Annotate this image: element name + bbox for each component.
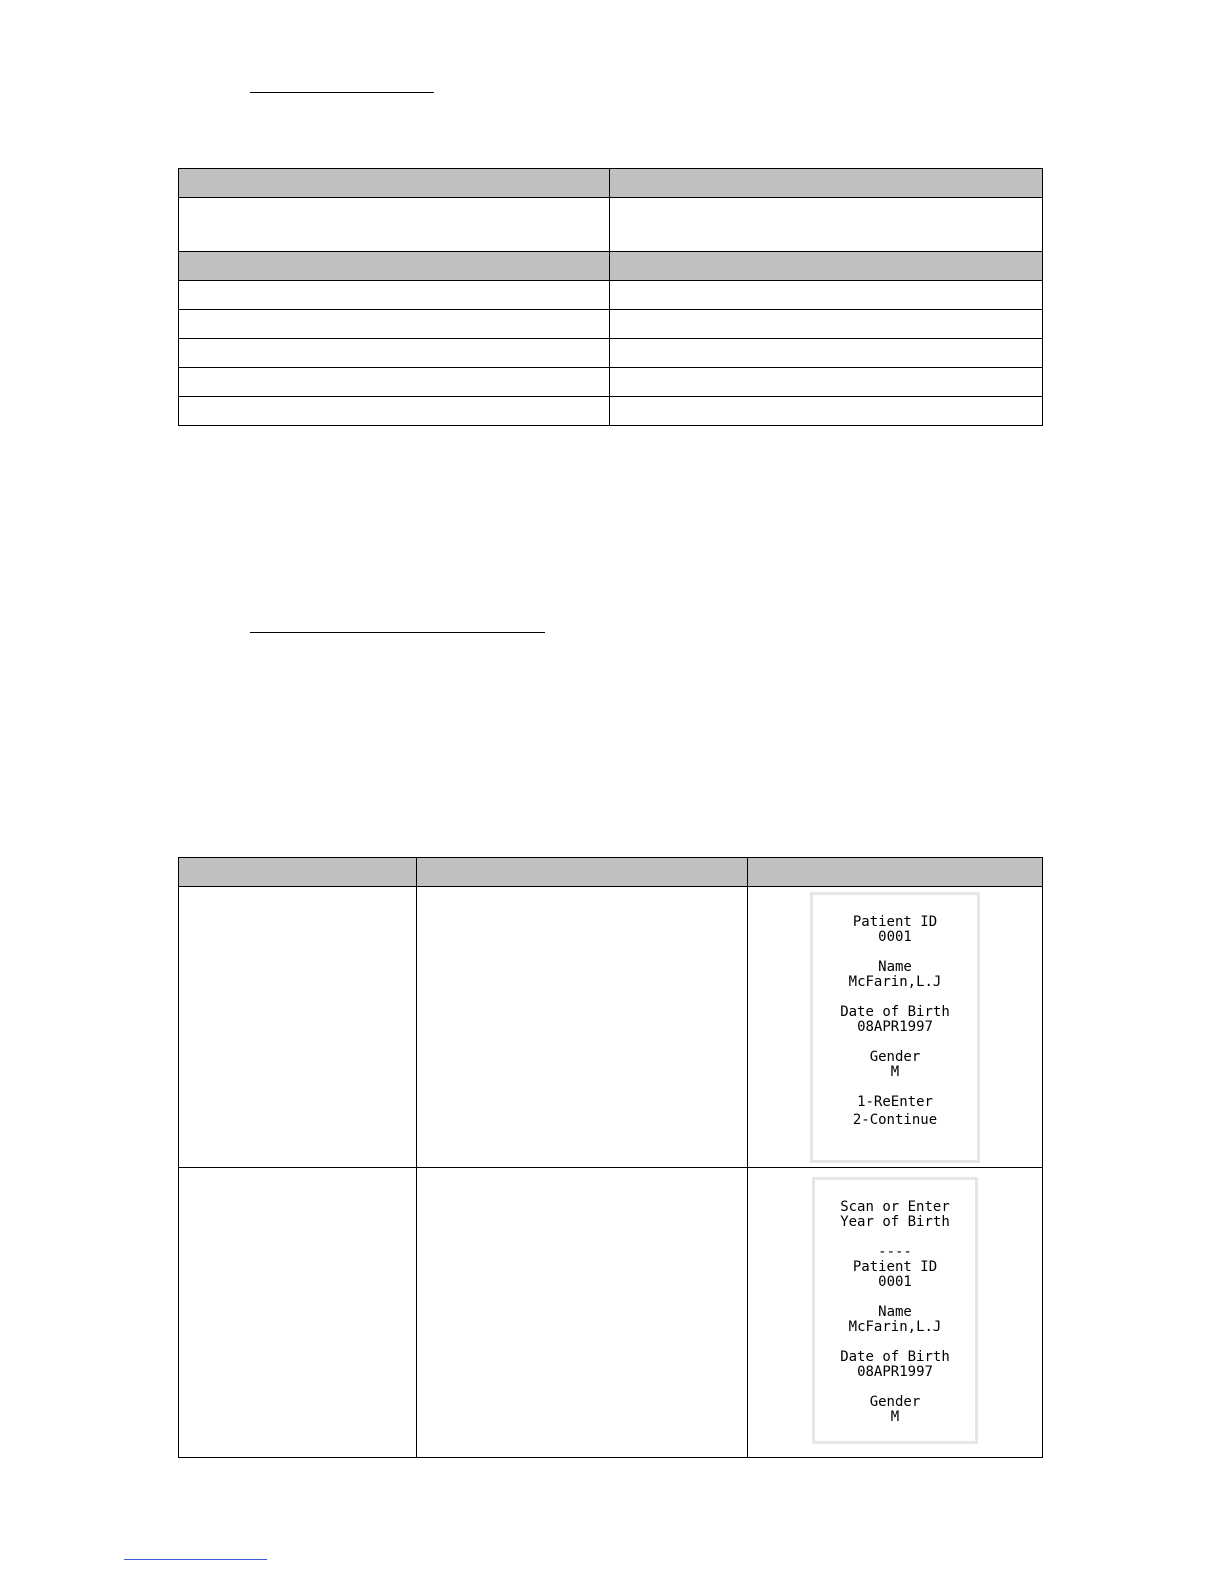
patient-id-value: 0001 bbox=[878, 1274, 912, 1290]
table-cell bbox=[179, 169, 610, 198]
screen-image-cell bbox=[748, 1168, 1043, 1458]
dob-label: Date of Birth bbox=[840, 1349, 950, 1365]
name-label: Name bbox=[878, 959, 912, 975]
table-cell bbox=[610, 339, 1043, 368]
table-row bbox=[179, 339, 1043, 368]
table-header-row bbox=[179, 169, 1043, 198]
table-cell bbox=[748, 858, 1043, 887]
table-cell bbox=[179, 368, 610, 397]
table-cell bbox=[610, 198, 1043, 252]
parameters-table bbox=[178, 168, 1043, 426]
year-entry-field: ---- bbox=[878, 1244, 912, 1260]
procedure-steps-table bbox=[178, 857, 1043, 1458]
section-heading-underline bbox=[250, 632, 545, 633]
table-cell bbox=[610, 252, 1043, 281]
table-cell bbox=[610, 281, 1043, 310]
table-cell bbox=[179, 397, 610, 426]
table-cell bbox=[179, 339, 610, 368]
footer-link-underline[interactable] bbox=[124, 1559, 267, 1560]
table-cell bbox=[179, 281, 610, 310]
table-header-row bbox=[179, 858, 1043, 887]
gender-value: M bbox=[890, 1409, 900, 1425]
table-cell bbox=[179, 1168, 417, 1458]
table-row bbox=[179, 887, 1043, 1168]
table-row bbox=[179, 310, 1043, 339]
patient-id-label: Patient ID bbox=[852, 1259, 938, 1275]
table-cell bbox=[610, 310, 1043, 339]
table-cell bbox=[179, 858, 417, 887]
table-header-row bbox=[179, 252, 1043, 281]
table-cell bbox=[610, 368, 1043, 397]
dob-value: 08APR1997 bbox=[857, 1364, 933, 1380]
table-cell bbox=[610, 397, 1043, 426]
patient-id-value: 0001 bbox=[878, 929, 912, 945]
table-cell bbox=[417, 1168, 748, 1458]
name-value: McFarin,L.J bbox=[848, 974, 942, 990]
table-row bbox=[179, 368, 1043, 397]
reenter-option: 1-ReEnter bbox=[857, 1094, 933, 1110]
prompt-line-1: Scan or Enter bbox=[840, 1199, 950, 1215]
table-row bbox=[179, 281, 1043, 310]
prompt-line-2: Year of Birth bbox=[840, 1214, 950, 1230]
table-cell bbox=[179, 887, 417, 1168]
screen-image-cell bbox=[748, 887, 1043, 1168]
table-row bbox=[179, 397, 1043, 426]
table-cell bbox=[179, 252, 610, 281]
gender-label: Gender bbox=[869, 1394, 921, 1410]
gender-value: M bbox=[890, 1064, 900, 1080]
patient-confirm-screen bbox=[810, 892, 980, 1163]
patient-id-label: Patient ID bbox=[852, 914, 938, 930]
table-row bbox=[179, 198, 1043, 252]
continue-option: 2-Continue bbox=[852, 1112, 938, 1128]
dob-label: Date of Birth bbox=[840, 1004, 950, 1020]
dob-value: 08APR1997 bbox=[857, 1019, 933, 1035]
gender-label: Gender bbox=[869, 1049, 921, 1065]
table-cell bbox=[417, 858, 748, 887]
table-cell bbox=[179, 198, 610, 252]
table-cell bbox=[417, 887, 748, 1168]
table-row bbox=[179, 1168, 1043, 1458]
name-label: Name bbox=[878, 1304, 912, 1320]
section-heading-underline bbox=[250, 92, 434, 93]
table-cell bbox=[610, 169, 1043, 198]
name-value: McFarin,L.J bbox=[848, 1319, 942, 1335]
table-cell bbox=[179, 310, 610, 339]
year-of-birth-entry-screen bbox=[812, 1177, 978, 1444]
